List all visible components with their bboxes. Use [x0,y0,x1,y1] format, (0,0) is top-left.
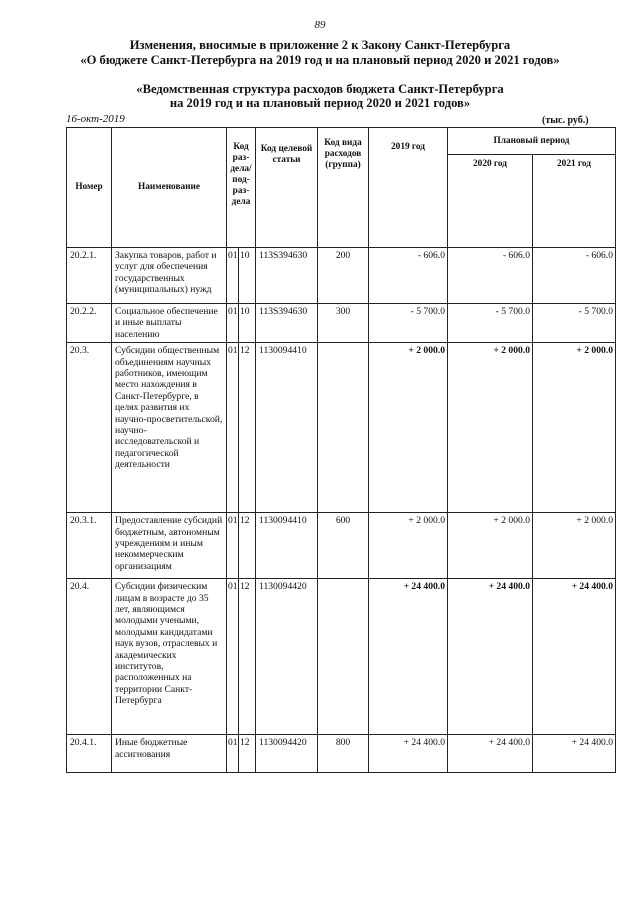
table-row [67,304,616,343]
row-value-2021: + 2 000.0 [533,513,616,579]
row-value-2019: - 606.0 [369,248,448,304]
row-podrazdel: 12 [239,579,256,735]
row-target-code: 113S394630 [256,304,318,343]
header-name: Наименование [112,128,227,248]
title-line: Изменения, вносимые в приложение 2 к Закону Санкт-Петербурга [129,38,511,52]
row-number: 20.4.1. [67,735,112,773]
units-label: (тыс. руб.) [542,115,589,126]
row-target-code: 1130094410 [256,513,318,579]
table-row [67,248,616,304]
row-value-2021: + 24 400.0 [533,735,616,773]
row-value-2020: + 2 000.0 [448,343,533,513]
row-target-code: 1130094420 [256,579,318,735]
row-number: 20.2.1. [67,248,112,304]
row-name: Субсидии общественным объединениям научных работников, имеющим место нахождения в Санкт-Петербурге, в целях развития их научно-просветительской, научно-исследовательской и педагогической деятельности [112,343,227,513]
row-razdel: 01 [227,513,239,579]
row-name: Иные бюджетные ассигнования [112,735,227,773]
header-2019: 2019 год [369,128,448,248]
row-name: Предоставление субсидий бюджетным, автономным учреждениям и иным некоммерческим организациям [112,513,227,579]
row-value-2019: + 24 400.0 [369,735,448,773]
row-value-2021: + 2 000.0 [533,343,616,513]
row-podrazdel: 10 [239,304,256,343]
row-podrazdel: 12 [239,343,256,513]
page-number: 89 [314,19,326,31]
row-podrazdel: 12 [239,735,256,773]
header-2020: 2020 год [448,155,533,248]
table-row [67,735,616,773]
document-date: 16-окт-2019 [66,113,125,125]
row-razdel: 01 [227,735,239,773]
row-number: 20.4. [67,579,112,735]
row-name: Закупка товаров, работ и услуг для обеспечения государственных (муниципальных) нужд [112,248,227,304]
row-name: Субсидии физическим лицам в возрасте до 35 лет, являющимся молодыми учеными, молодыми кандидатами наук вузов, отраслевых и академических институтов, расположенных на территории Санкт-Петербурга [112,579,227,735]
row-value-2020: + 24 400.0 [448,579,533,735]
table-row [67,513,616,579]
row-value-2021: - 5 700.0 [533,304,616,343]
row-value-2020: + 2 000.0 [448,513,533,579]
row-name: Социальное обеспечение и иные выплаты населению [112,304,227,343]
row-value-2019: - 5 700.0 [369,304,448,343]
row-podrazdel: 10 [239,248,256,304]
subtitle-line: «Ведомственная структура расходов бюджета Санкт-Петербурга [136,82,504,96]
table-row [67,343,616,513]
row-target-code: 113S394630 [256,248,318,304]
row-number: 20.3. [67,343,112,513]
row-vid-code: 200 [318,248,369,304]
row-razdel: 01 [227,304,239,343]
row-value-2020: - 5 700.0 [448,304,533,343]
title-line: «О бюджете Санкт-Петербурга на 2019 год и на плановый период 2020 и 2021 годов» [80,53,560,67]
row-number: 20.2.2. [67,304,112,343]
row-value-2019: + 2 000.0 [369,513,448,579]
header-number: Номер [67,128,112,248]
document-title [0,38,640,68]
subtitle-line: на 2019 год и на плановый период 2020 и 2021 годов» [169,96,471,110]
table-title [0,82,640,110]
header-2021: 2021 год [533,155,616,248]
row-vid-code [318,579,369,735]
row-value-2021: + 24 400.0 [533,579,616,735]
row-value-2021: - 606.0 [533,248,616,304]
row-podrazdel: 12 [239,513,256,579]
header-target: Код целевой статьи [256,128,318,248]
table-row [67,579,616,735]
row-razdel: 01 [227,248,239,304]
row-razdel: 01 [227,343,239,513]
row-vid-code: 600 [318,513,369,579]
header-vid: Код вида расходов (группа) [318,128,369,248]
row-number: 20.3.1. [67,513,112,579]
row-vid-code [318,343,369,513]
row-vid-code: 800 [318,735,369,773]
row-value-2020: + 24 400.0 [448,735,533,773]
budget-table [66,127,616,773]
header-planned-period: Плановый период [448,128,616,155]
row-razdel: 01 [227,579,239,735]
header-razdel: Код раз- дела/ под- раз- дела [227,128,256,248]
row-value-2019: + 2 000.0 [369,343,448,513]
row-vid-code: 300 [318,304,369,343]
row-value-2019: + 24 400.0 [369,579,448,735]
row-value-2020: - 606.0 [448,248,533,304]
row-target-code: 1130094420 [256,735,318,773]
row-target-code: 1130094410 [256,343,318,513]
